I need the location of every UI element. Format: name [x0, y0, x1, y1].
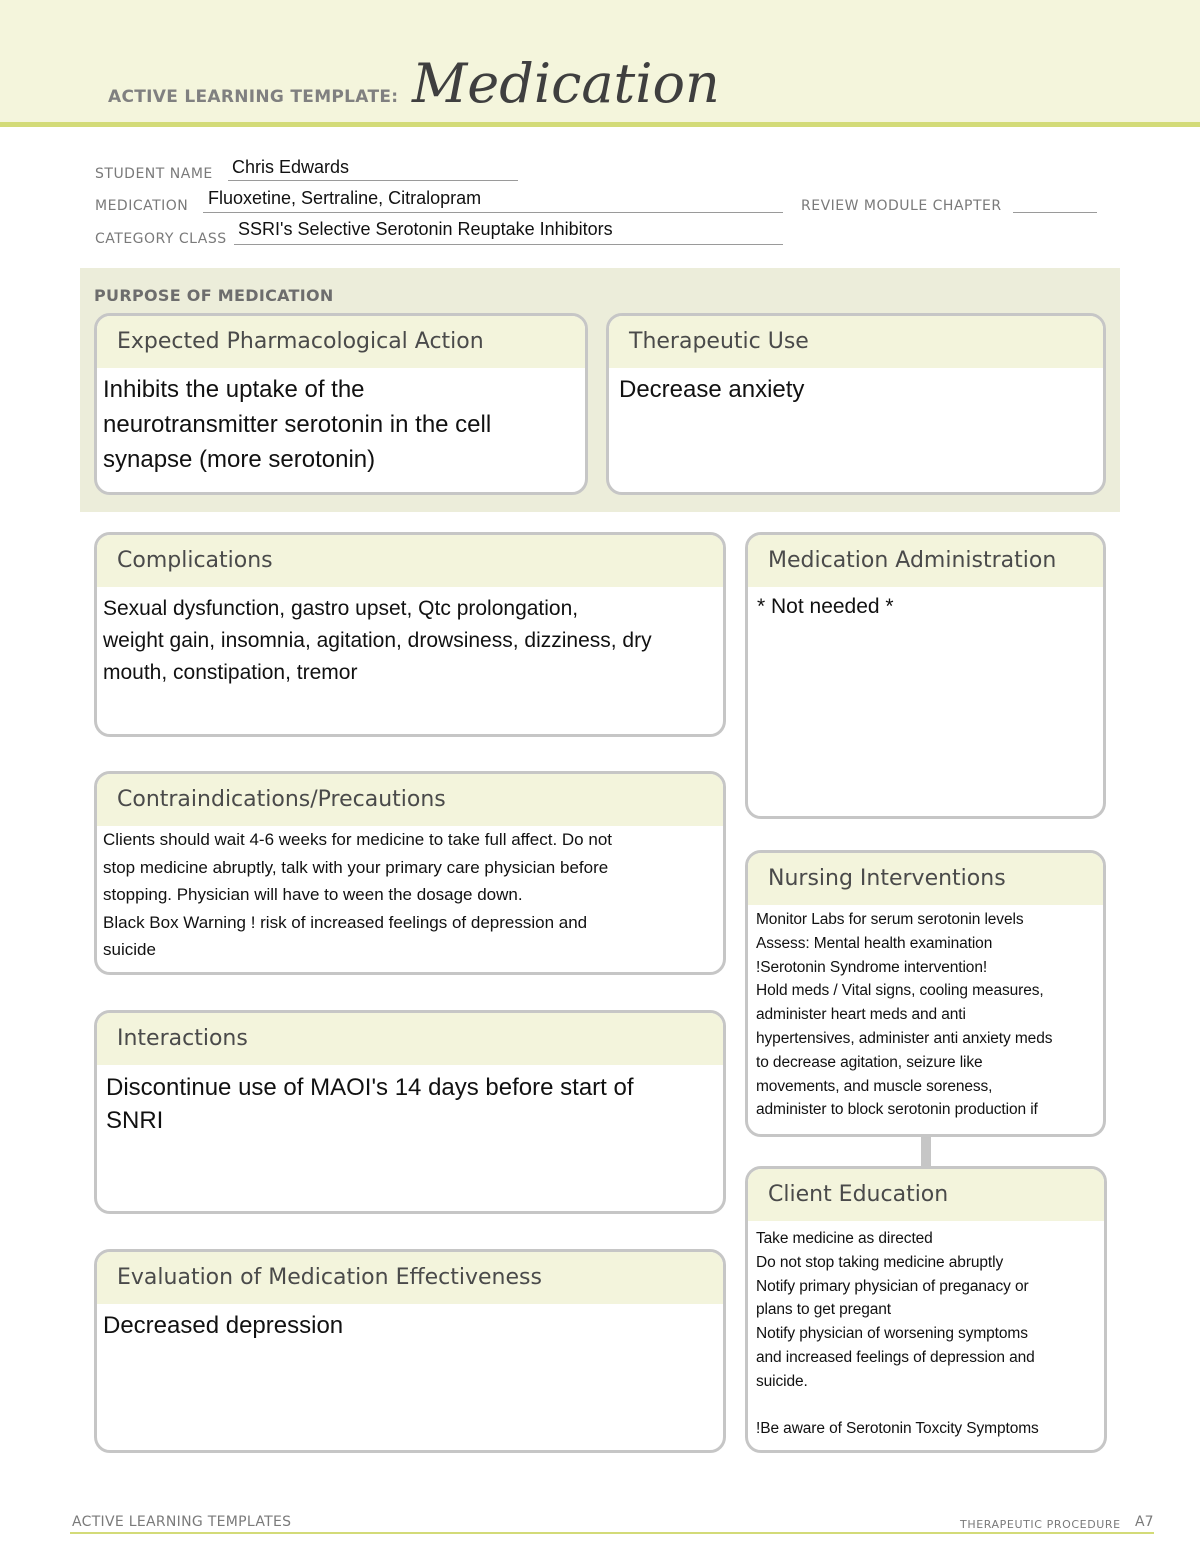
contraindications-title: Contraindications/Precautions — [117, 787, 446, 812]
template-title: Medication — [412, 52, 720, 115]
footer-right-text: THERAPEUTIC PROCEDURE — [960, 1518, 1121, 1531]
review-module-line — [1013, 212, 1097, 213]
section-connector — [921, 1134, 931, 1166]
medication-field[interactable]: Fluoxetine, Sertraline, Citralopram — [208, 188, 482, 208]
complications-text[interactable]: Sexual dysfunction, gastro upset, Qtc prolongation, weight gain, insomnia, agitation, drowsiness, dizziness, dry mouth, constipation, tremor — [103, 597, 652, 684]
interactions-text[interactable]: Discontinue use of MAOI's 14 days before start of SNRI — [106, 1074, 634, 1134]
category-class-label: CATEGORY CLASS — [95, 231, 227, 247]
page-number: A7 — [1135, 1514, 1154, 1530]
card-header — [97, 1013, 723, 1065]
nursing-interventions-text[interactable]: Monitor Labs for serum serotonin levels Assess: Mental health examination !Serotonin Syndrome intervention! Hold meds / Vital signs, cooling measures, administer heart meds and anti hypertensives, administer anti anxiety meds to decrease agitation, seizure like movements, and muscle soreness, administer to block serotonin production if — [756, 911, 1053, 1119]
student-name-label: STUDENT NAME — [95, 166, 213, 182]
card-header — [748, 535, 1103, 587]
therapeutic-use-text[interactable]: Decrease anxiety — [619, 376, 805, 403]
card-header — [97, 774, 723, 826]
card-header — [97, 1252, 723, 1304]
template-label: ACTIVE LEARNING TEMPLATE: — [108, 87, 399, 107]
complications-title: Complications — [117, 548, 273, 573]
interactions-title: Interactions — [117, 1026, 248, 1051]
contraindications-text[interactable]: Clients should wait 4-6 weeks for medicine to take full affect. Do not stop medicine abruptly, talk with your primary care physician before stopping. Physician will have to ween the dosage down. Black Box Warning ! risk of increased feelings of depression and suicide — [103, 830, 612, 959]
medication-administration-card — [745, 532, 1106, 819]
expected-action-title: Expected Pharmacological Action — [117, 329, 484, 354]
interactions-card — [94, 1010, 726, 1214]
card-header — [97, 316, 585, 368]
nursing-interventions-title: Nursing Interventions — [768, 866, 1006, 891]
nursing-interventions-card — [745, 850, 1106, 1137]
medication-administration-text[interactable]: * Not needed * — [757, 595, 894, 618]
client-education-text[interactable]: Take medicine as directed Do not stop taking medicine abruptly Notify primary physician of preganacy or plans to get pregant Notify physician of worsening symptoms and increased feelings of depression and suicide. !Be aware of Serotonin Toxcity Symptoms — [756, 1230, 1039, 1438]
category-class-line — [234, 244, 783, 245]
therapeutic-use-card — [606, 313, 1106, 495]
footer-rule — [70, 1532, 1154, 1534]
card-header — [97, 535, 723, 587]
student-name-field[interactable]: Chris Edwards — [232, 157, 350, 177]
card-header — [748, 1169, 1104, 1221]
therapeutic-use-title: Therapeutic Use — [629, 329, 809, 354]
complications-card — [94, 532, 726, 737]
evaluation-title: Evaluation of Medication Effectiveness — [117, 1265, 542, 1290]
expected-action-text[interactable]: Inhibits the uptake of the neurotransmitter serotonin in the cell synapse (more serotonin) — [103, 376, 492, 473]
review-module-label: REVIEW MODULE CHAPTER — [801, 198, 1002, 214]
client-education-card — [745, 1166, 1107, 1453]
student-name-line — [228, 180, 518, 181]
category-class-field[interactable]: SSRI's Selective Serotonin Reuptake Inhibitors — [238, 219, 613, 239]
evaluation-card — [94, 1249, 726, 1453]
client-education-title: Client Education — [768, 1182, 949, 1207]
header-rule — [0, 122, 1200, 127]
card-header — [748, 853, 1103, 905]
medication-label: MEDICATION — [95, 198, 189, 214]
medication-administration-title: Medication Administration — [768, 548, 1057, 573]
evaluation-text[interactable]: Decreased depression — [103, 1312, 344, 1339]
purpose-label: PURPOSE OF MEDICATION — [94, 286, 334, 305]
card-header — [609, 316, 1103, 368]
medication-line — [203, 212, 783, 213]
footer-left-text: ACTIVE LEARNING TEMPLATES — [72, 1514, 292, 1530]
expected-action-card — [94, 313, 588, 495]
contraindications-card — [94, 771, 726, 975]
